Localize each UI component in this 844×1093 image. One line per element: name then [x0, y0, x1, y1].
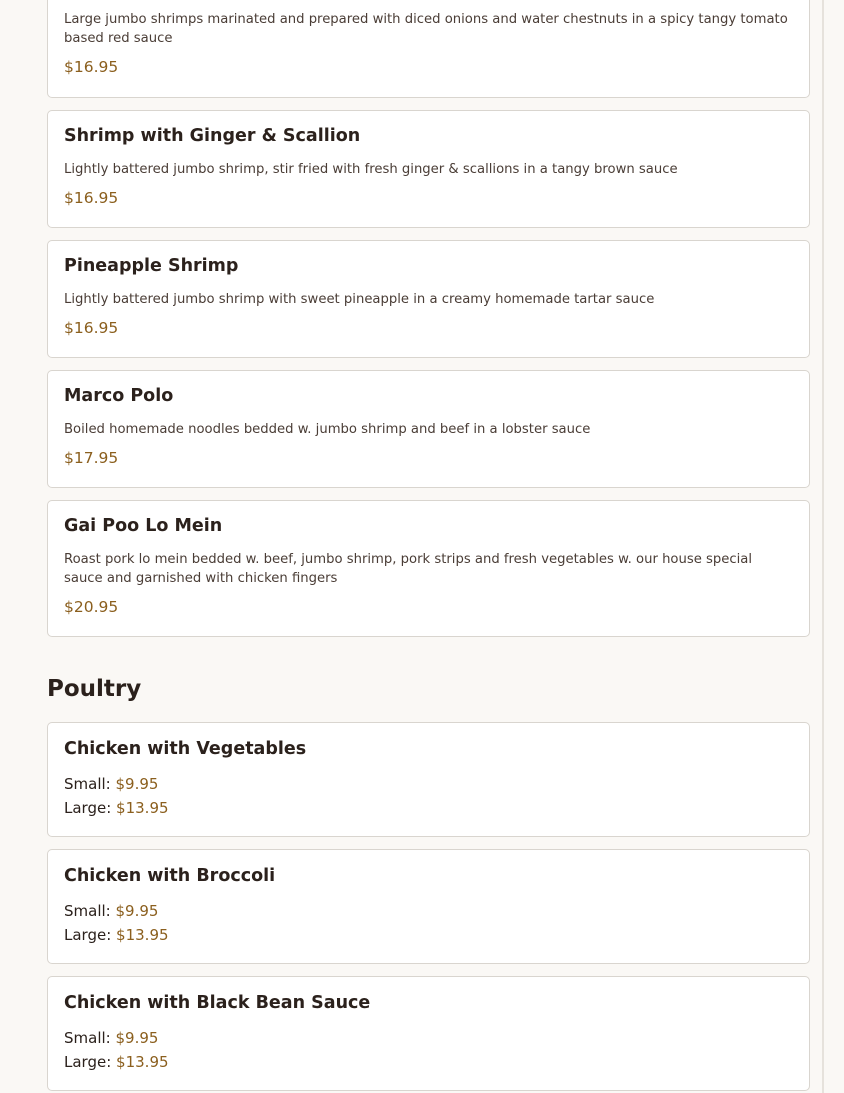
section-title-poultry: Poultry: [47, 676, 142, 702]
menu-item-price: $16.95: [64, 189, 119, 207]
size-price: $9.95: [115, 902, 159, 920]
size-label: Small:: [64, 902, 111, 920]
menu-item-card: [47, 976, 810, 1091]
menu-item-price: $17.95: [64, 449, 119, 467]
size-row-small: [64, 1029, 158, 1047]
menu-item-card: [47, 0, 810, 98]
menu-item-card: [47, 500, 810, 637]
size-row-small: [64, 775, 158, 793]
menu-item-price: $20.95: [64, 598, 119, 616]
menu-item-card: [47, 110, 810, 228]
menu-item-description: Lightly battered jumbo shrimp, stir fried with fresh ginger & scallions in a tangy brown sauce: [64, 162, 678, 177]
menu-item-name: Pineapple Shrimp: [64, 256, 239, 276]
size-label: Large:: [64, 799, 112, 817]
size-price: $13.95: [116, 926, 169, 944]
size-label: Large:: [64, 1053, 112, 1071]
menu-item-name: Chicken with Broccoli: [64, 866, 276, 886]
size-price: $13.95: [116, 1053, 169, 1071]
menu-item-description: Large jumbo shrimps marinated and prepared with diced onions and water chestnuts in a spicy tangy tomato based red sauce: [64, 12, 788, 46]
menu-item-card: [47, 240, 810, 358]
menu-item-name: Shrimp with Ginger & Scallion: [64, 126, 361, 146]
size-price: $13.95: [116, 799, 169, 817]
size-row-small: [64, 902, 158, 920]
menu-item-price: $16.95: [64, 58, 119, 76]
size-label: Small:: [64, 775, 111, 793]
menu-item-name: Chicken with Vegetables: [64, 739, 307, 759]
menu-item-card: [47, 370, 810, 488]
size-label: Large:: [64, 926, 112, 944]
menu-item-name: Gai Poo Lo Mein: [64, 516, 223, 536]
size-row-large: [64, 799, 169, 817]
menu-item-description: Boiled homemade noodles bedded w. jumbo shrimp and beef in a lobster sauce: [64, 422, 591, 437]
size-row-large: [64, 926, 169, 944]
menu-item-name: Marco Polo: [64, 386, 174, 406]
menu-item-card: [47, 722, 810, 837]
size-price: $9.95: [115, 775, 159, 793]
menu-item-description: Roast pork lo mein bedded w. beef, jumbo shrimp, pork strips and fresh vegetables w. our house special sauce and garnished with chicken fingers: [64, 552, 753, 586]
scrollbar-track[interactable]: [822, 0, 824, 1093]
menu-item-card: [47, 849, 810, 964]
size-label: Small:: [64, 1029, 111, 1047]
menu-item-price: $16.95: [64, 319, 119, 337]
size-price: $9.95: [115, 1029, 159, 1047]
menu-item-description: Lightly battered jumbo shrimp with sweet pineapple in a creamy homemade tartar sauce: [64, 292, 655, 307]
menu-item-name: Chicken with Black Bean Sauce: [64, 993, 371, 1013]
size-row-large: [64, 1053, 169, 1071]
